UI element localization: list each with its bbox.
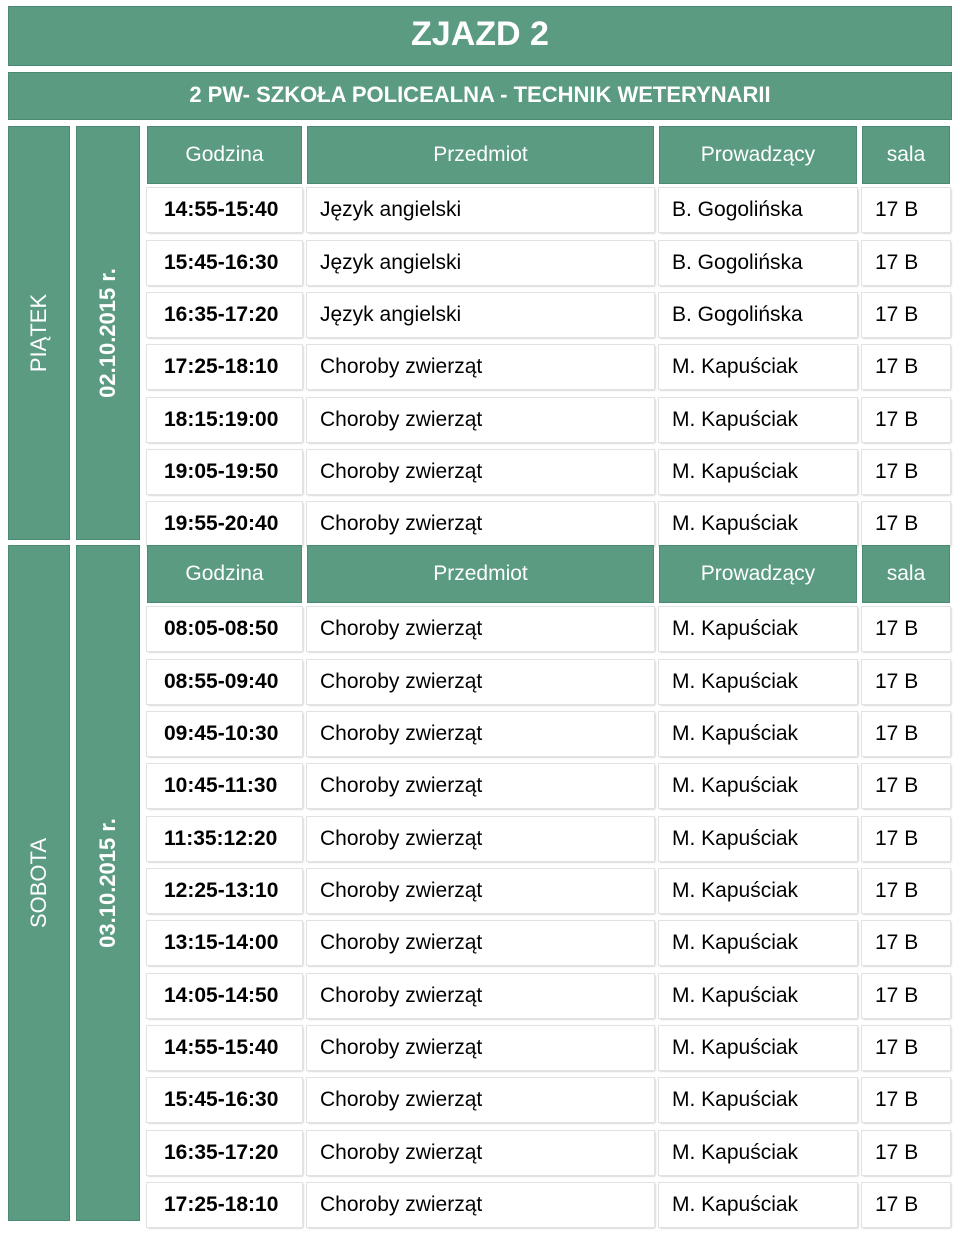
- table-cell-teacher: M. Kapuściak: [659, 1131, 857, 1175]
- table-cell-room: 17 B: [862, 974, 950, 1018]
- date-label: [76, 126, 140, 540]
- table-cell-teacher: M. Kapuściak: [659, 450, 857, 494]
- table-cell-room: 17 B: [862, 764, 950, 808]
- day-label-text: SOBOTA: [26, 837, 51, 928]
- table-cell-subject: Język angielski: [307, 293, 654, 337]
- table-cell-time: 13:15-14:00: [147, 921, 302, 965]
- table-cell-room: 17 B: [862, 1131, 950, 1175]
- table-cell-time: 18:15:19:00: [147, 398, 302, 442]
- table-cell-room: 17 B: [862, 502, 950, 546]
- table-cell-time: 17:25-18:10: [147, 1183, 302, 1227]
- table-cell-subject: Język angielski: [307, 188, 654, 232]
- column-header-subject: Przedmiot: [307, 126, 654, 184]
- table-cell-teacher: M. Kapuściak: [659, 607, 857, 651]
- table-cell-time: 09:45-10:30: [147, 712, 302, 756]
- table-cell-subject: Choroby zwierząt: [307, 1078, 654, 1122]
- table-cell-room: 17 B: [862, 398, 950, 442]
- table-cell-room: 17 B: [862, 241, 950, 285]
- page-subtitle: 2 PW- SZKOŁA POLICEALNA - TECHNIK WETERYNARII: [8, 72, 952, 120]
- table-cell-subject: Choroby zwierząt: [307, 450, 654, 494]
- table-cell-time: 11:35:12:20: [147, 817, 302, 861]
- table-cell-subject: Choroby zwierząt: [307, 345, 654, 389]
- table-cell-teacher: B. Gogolińska: [659, 241, 857, 285]
- column-header-time: Godzina: [147, 126, 302, 184]
- table-cell-teacher: M. Kapuściak: [659, 712, 857, 756]
- table-cell-room: 17 B: [862, 345, 950, 389]
- table-cell-time: 19:05-19:50: [147, 450, 302, 494]
- column-header-time: Godzina: [147, 545, 302, 603]
- table-cell-room: 17 B: [862, 1078, 950, 1122]
- column-header-teacher: Prowadzący: [659, 126, 857, 184]
- page-title: ZJAZD 2: [8, 6, 952, 66]
- table-cell-teacher: B. Gogolińska: [659, 188, 857, 232]
- table-cell-room: 17 B: [862, 1183, 950, 1227]
- table-cell-subject: Choroby zwierząt: [307, 817, 654, 861]
- table-cell-time: 15:45-16:30: [147, 1078, 302, 1122]
- table-cell-time: 14:55-15:40: [147, 1026, 302, 1070]
- table-cell-time: 14:05-14:50: [147, 974, 302, 1018]
- table-cell-teacher: M. Kapuściak: [659, 1078, 857, 1122]
- table-cell-subject: Choroby zwierząt: [307, 712, 654, 756]
- table-cell-room: 17 B: [862, 817, 950, 861]
- table-cell-room: 17 B: [862, 607, 950, 651]
- table-cell-teacher: M. Kapuściak: [659, 398, 857, 442]
- table-cell-subject: Choroby zwierząt: [307, 974, 654, 1018]
- date-label-text: 03.10.2015 r.: [95, 818, 120, 948]
- table-cell-room: 17 B: [862, 188, 950, 232]
- table-cell-subject: Język angielski: [307, 241, 654, 285]
- column-header-room: sala: [862, 126, 950, 184]
- table-cell-teacher: M. Kapuściak: [659, 1026, 857, 1070]
- table-cell-teacher: M. Kapuściak: [659, 1183, 857, 1227]
- table-cell-time: 17:25-18:10: [147, 345, 302, 389]
- table-cell-teacher: M. Kapuściak: [659, 345, 857, 389]
- table-cell-subject: Choroby zwierząt: [307, 1131, 654, 1175]
- date-label: [76, 545, 140, 1221]
- table-cell-subject: Choroby zwierząt: [307, 660, 654, 704]
- column-header-subject: Przedmiot: [307, 545, 654, 603]
- column-header-teacher: Prowadzący: [659, 545, 857, 603]
- table-cell-teacher: M. Kapuściak: [659, 869, 857, 913]
- table-cell-time: 12:25-13:10: [147, 869, 302, 913]
- table-cell-room: 17 B: [862, 450, 950, 494]
- table-cell-time: 14:55-15:40: [147, 188, 302, 232]
- table-cell-time: 16:35-17:20: [147, 1131, 302, 1175]
- table-cell-subject: Choroby zwierząt: [307, 502, 654, 546]
- table-cell-subject: Choroby zwierząt: [307, 398, 654, 442]
- table-cell-room: 17 B: [862, 293, 950, 337]
- table-cell-time: 19:55-20:40: [147, 502, 302, 546]
- table-cell-subject: Choroby zwierząt: [307, 869, 654, 913]
- table-cell-teacher: M. Kapuściak: [659, 974, 857, 1018]
- table-cell-time: 08:05-08:50: [147, 607, 302, 651]
- table-cell-teacher: M. Kapuściak: [659, 817, 857, 861]
- table-cell-subject: Choroby zwierząt: [307, 607, 654, 651]
- table-cell-subject: Choroby zwierząt: [307, 1026, 654, 1070]
- table-cell-time: 15:45-16:30: [147, 241, 302, 285]
- column-header-room: sala: [862, 545, 950, 603]
- table-cell-teacher: M. Kapuściak: [659, 921, 857, 965]
- table-cell-subject: Choroby zwierząt: [307, 921, 654, 965]
- table-cell-teacher: M. Kapuściak: [659, 764, 857, 808]
- date-label-text: 02.10.2015 r.: [95, 268, 120, 399]
- table-cell-room: 17 B: [862, 869, 950, 913]
- table-cell-room: 17 B: [862, 712, 950, 756]
- table-cell-teacher: M. Kapuściak: [659, 502, 857, 546]
- day-label: [8, 545, 70, 1221]
- table-cell-time: 16:35-17:20: [147, 293, 302, 337]
- table-cell-time: 08:55-09:40: [147, 660, 302, 704]
- table-cell-teacher: B. Gogolińska: [659, 293, 857, 337]
- table-cell-subject: Choroby zwierząt: [307, 1183, 654, 1227]
- table-cell-room: 17 B: [862, 660, 950, 704]
- table-cell-subject: Choroby zwierząt: [307, 764, 654, 808]
- day-label: [8, 126, 70, 540]
- table-cell-teacher: M. Kapuściak: [659, 660, 857, 704]
- table-cell-room: 17 B: [862, 921, 950, 965]
- table-cell-time: 10:45-11:30: [147, 764, 302, 808]
- table-cell-room: 17 B: [862, 1026, 950, 1070]
- day-label-text: PIĄTEK: [26, 294, 51, 373]
